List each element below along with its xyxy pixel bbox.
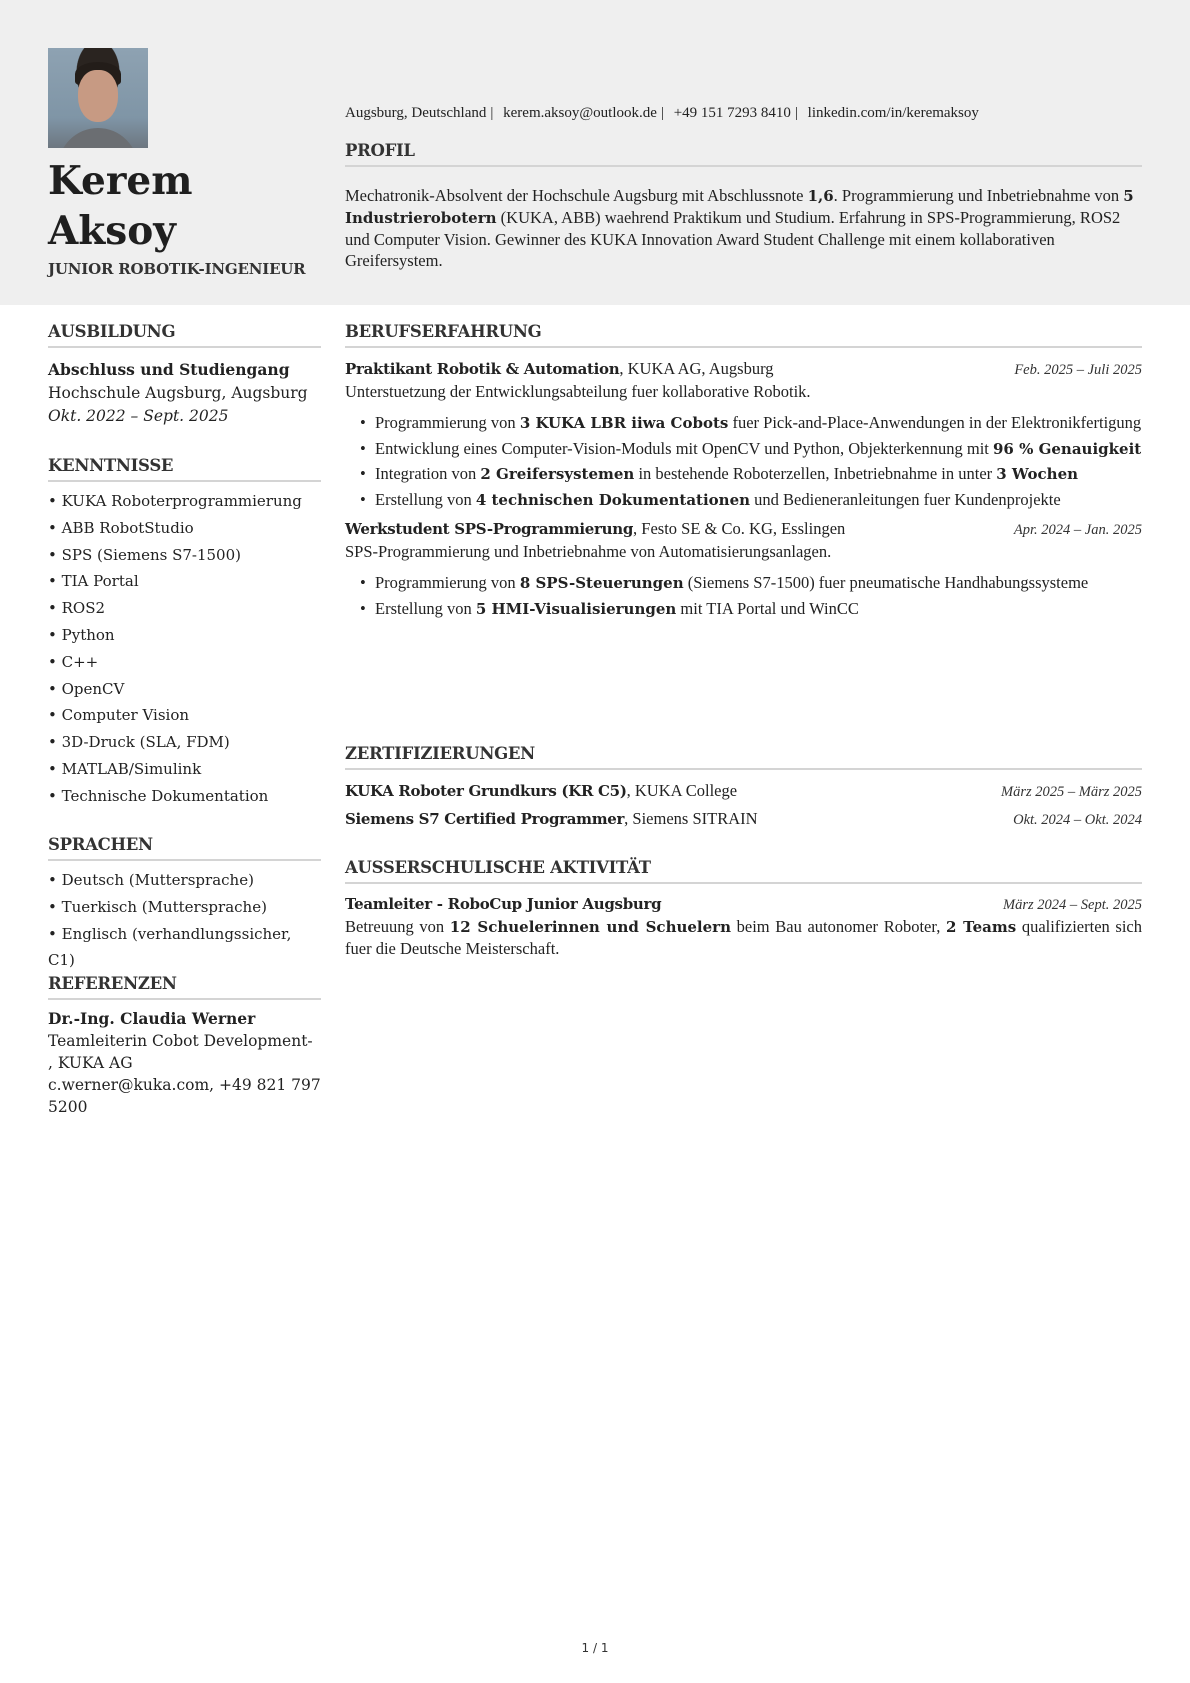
- text-segment: mit TIA Portal und WinCC: [676, 598, 859, 618]
- education-dates: Okt. 2022 – Sept. 2025: [48, 407, 229, 425]
- certification-dates: März 2025 – März 2025: [1001, 784, 1142, 800]
- certification-issuer: , Siemens SITRAIN: [624, 809, 758, 828]
- reference-contact: c.werner@kuka.com, +49 821 797: [48, 1076, 321, 1094]
- name-last: Aksoy: [48, 208, 176, 254]
- job-bullet-item: [375, 463, 1142, 486]
- text-segment: und Bedieneranleitungen fuer Kundenprojekte: [750, 489, 1061, 509]
- experience-section: [345, 322, 1142, 623]
- certification-item: [345, 780, 1142, 803]
- section-title: REFERENZEN: [48, 974, 321, 1000]
- contact-line: [345, 105, 979, 122]
- section-title: BERUFSERFAHRUNG: [345, 322, 1142, 348]
- highlight-text: 96 % Genauigkeit: [993, 439, 1142, 458]
- highlight-text: 3 Wochen: [996, 465, 1079, 483]
- skills-section: [48, 456, 321, 810]
- activity-head: [345, 894, 1142, 916]
- profile-photo: [48, 48, 148, 148]
- education-school: Hochschule Augsburg, Augsburg: [48, 384, 308, 402]
- job-dates: Feb. 2025 – Juli 2025: [1014, 362, 1142, 378]
- contact-separator: |: [660, 105, 664, 121]
- contact-linkedin[interactable]: linkedin.com/in/keremaksoy: [807, 105, 979, 121]
- highlight-text: 1,6: [807, 187, 834, 205]
- highlight-text: 8 SPS-Steuerungen: [519, 574, 684, 592]
- certification-name: Siemens S7 Certified Programmer: [345, 810, 625, 828]
- text-segment: in bestehende Roboterzellen, Inbetriebnahme in unter: [634, 464, 997, 483]
- skill-item: • C++: [48, 649, 321, 676]
- text-segment: Integration von: [375, 464, 481, 483]
- certification-dates: Okt. 2024 – Okt. 2024: [1013, 812, 1142, 828]
- section-title: ZERTIFIZIERUNGEN: [345, 744, 1142, 770]
- reference-contact-cont: 5200: [48, 1098, 88, 1116]
- highlight-text: 4 technischen Dokumentationen: [475, 490, 751, 509]
- highlight-text: 2 Greifersystemen: [480, 465, 635, 483]
- text-segment: . Programmierung und Inbetriebnahme von: [833, 186, 1124, 205]
- highlight-text: 3 KUKA LBR iiwa Cobots: [519, 414, 729, 432]
- certifications-section: [345, 744, 1142, 831]
- profile-summary: [345, 185, 1142, 271]
- language-item: • Tuerkisch (Muttersprache): [48, 894, 321, 921]
- language-item: • Deutsch (Muttersprache): [48, 867, 321, 894]
- section-title: SPRACHEN: [48, 835, 321, 861]
- job-bullets: [345, 572, 1142, 620]
- job-bullet-item: [375, 412, 1142, 435]
- section-title: AUSSERSCHULISCHE AKTIVITÄT: [345, 858, 1142, 884]
- skill-item: • Technische Dokumentation: [48, 783, 321, 810]
- education-degree: Abschluss und Studiengang: [48, 360, 290, 379]
- languages-list: [48, 867, 321, 974]
- job-company: , KUKA AG, Augsburg: [619, 359, 774, 378]
- job-entry: [345, 518, 1142, 620]
- activity-role: Teamleiter - RoboCup Junior Augsburg: [345, 895, 662, 913]
- profile-section: [345, 141, 1142, 271]
- highlight-text: 12 Schuelerinnen und Schuelern: [449, 918, 731, 936]
- certification-issuer: , KUKA College: [626, 781, 738, 800]
- skills-list: [48, 488, 321, 810]
- contact-phone[interactable]: +49 151 7293 8410: [673, 105, 791, 121]
- job-role: Werkstudent SPS-Programmierung: [345, 520, 634, 538]
- name-first: Kerem: [48, 158, 193, 204]
- education-section: [48, 322, 321, 428]
- skill-item: • OpenCV: [48, 676, 321, 703]
- text-segment: Programmierung von: [375, 573, 520, 592]
- section-title: AUSBILDUNG: [48, 322, 321, 348]
- job-description: SPS-Programmierung und Inbetriebnahme von Automatisierungsanlagen.: [345, 542, 832, 561]
- language-item: • Englisch (verhandlungssicher, C1): [48, 921, 321, 975]
- contact-email[interactable]: kerem.aksoy@outlook.de: [503, 105, 657, 121]
- job-entry: [345, 358, 1142, 511]
- contact-separator: |: [794, 105, 798, 121]
- job-bullet-item: [375, 489, 1142, 512]
- skill-item: • KUKA Roboterprogrammierung: [48, 488, 321, 515]
- references-section: [48, 974, 321, 1118]
- job-bullet-item: [375, 572, 1142, 595]
- job-description: Unterstuetzung der Entwicklungsabteilung fuer kollaborative Robotik.: [345, 382, 811, 401]
- page-indicator: 1 / 1: [581, 1641, 609, 1655]
- activity-description: [345, 916, 1142, 959]
- text-segment: Programmierung von: [375, 413, 520, 432]
- skill-item: • TIA Portal: [48, 568, 321, 595]
- activities-section: [345, 858, 1142, 959]
- text-segment: Betreuung von: [345, 917, 450, 936]
- text-segment: Mechatronik-Absolvent der Hochschule Augsburg mit Abschlussnote: [345, 186, 808, 205]
- text-segment: fuer Pick-and-Place-Anwendungen in der Elektronikfertigung: [728, 413, 1142, 432]
- photo-shoulders: [58, 128, 138, 148]
- text-segment: Entwicklung eines Computer-Vision-Moduls mit OpenCV und Python, Objekterkennung mit: [375, 438, 993, 458]
- job-dates: Apr. 2024 – Jan. 2025: [1013, 522, 1142, 538]
- text-segment: Erstellung von: [375, 489, 476, 509]
- contact-separator: |: [490, 105, 494, 121]
- certification-item: [345, 808, 1142, 831]
- reference-name: Dr.-Ing. Claudia Werner: [48, 1009, 256, 1028]
- skill-item: • ABB RobotStudio: [48, 515, 321, 542]
- text-segment: beim Bau autonomer Roboter,: [730, 917, 946, 936]
- highlight-text: 2 Teams: [945, 918, 1017, 936]
- reference-role-cont: , KUKA AG: [48, 1054, 133, 1072]
- section-title: PROFIL: [345, 141, 1142, 167]
- job-title: JUNIOR ROBOTIK-INGENIEUR: [48, 260, 306, 278]
- highlight-text: 5 Industrierobotern: [345, 187, 1134, 227]
- job-bullet-item: [375, 438, 1142, 461]
- activity-dates: März 2024 – Sept. 2025: [1003, 897, 1142, 913]
- certification-name: KUKA Roboter Grundkurs (KR C5): [345, 782, 627, 800]
- contact-location: Augsburg, Deutschland: [345, 105, 487, 121]
- job-role: Praktikant Robotik & Automation: [345, 360, 620, 378]
- skill-item: • 3D-Druck (SLA, FDM): [48, 729, 321, 756]
- text-segment: qualifizierten sich fuer die Deutsche Meisterschaft.: [345, 917, 1142, 958]
- skill-item: • SPS (Siemens S7-1500): [48, 542, 321, 569]
- photo-face: [78, 70, 118, 122]
- highlight-text: 5 HMI-Visualisierungen: [475, 599, 677, 618]
- skill-item: • MATLAB/Simulink: [48, 756, 321, 783]
- skill-item: • Python: [48, 622, 321, 649]
- languages-section: [48, 835, 321, 974]
- job-company: , Festo SE & Co. KG, Esslingen: [633, 519, 846, 538]
- text-segment: (Siemens S7-1500) fuer pneumatische Handhabungssysteme: [683, 573, 1089, 592]
- text-segment: Erstellung von: [375, 598, 476, 618]
- skill-item: • ROS2: [48, 595, 321, 622]
- job-bullet-item: [375, 598, 1142, 621]
- text-segment: (KUKA, ABB) waehrend Praktikum und Studium. Erfahrung in SPS-Programmierung, ROS2 und Computer Vision. Gewinner des KUKA Innovation Award Student Challenge mit einem kollaborativen Greifersystem.: [345, 208, 1121, 270]
- section-title: KENNTNISSE: [48, 456, 321, 482]
- job-bullets: [345, 412, 1142, 511]
- candidate-name: [48, 156, 308, 256]
- skill-item: • Computer Vision: [48, 702, 321, 729]
- reference-role: Teamleiterin Cobot Development-: [48, 1032, 313, 1050]
